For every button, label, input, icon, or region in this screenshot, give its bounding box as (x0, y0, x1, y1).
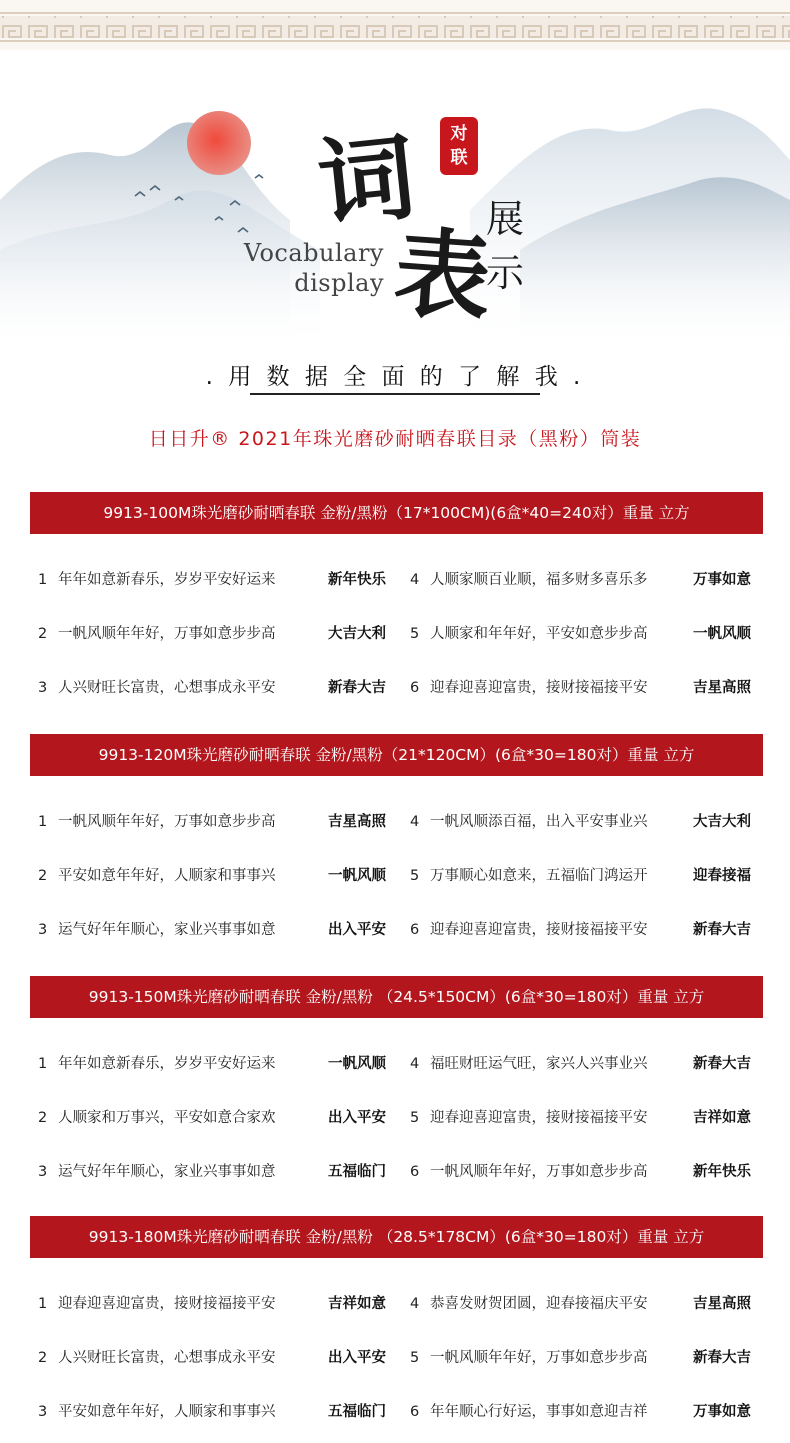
couplet-text: 一帆风顺添百福，出入平安事业兴 (430, 814, 648, 830)
entry-number: 3 (38, 1404, 48, 1420)
entry-number: 5 (410, 1350, 420, 1366)
couplet-text: 一帆风顺年年好，万事如意步步高 (58, 626, 276, 642)
section-header: 9913-180M珠光磨砂耐晒春联 金粉/黑粉 （28.5*178CM）(6盒*30=180对）重量 立方 (30, 1216, 763, 1258)
horizontal-scroll-word: 五福临门 (328, 1164, 386, 1180)
title-char-ci: 词 (313, 119, 421, 242)
entry-number: 3 (38, 680, 48, 696)
product-section (30, 492, 763, 696)
seal-char-2: 联 (450, 148, 468, 168)
english-title-line-2: display (294, 269, 384, 297)
horizontal-scroll-word: 五福临门 (328, 1404, 386, 1420)
horizontal-scroll-word: 出入平安 (328, 922, 386, 938)
couplet-entry (410, 918, 751, 939)
horizontal-scroll-word: 新春大吉 (328, 680, 386, 696)
couplet-entry (38, 568, 386, 589)
catalog-title: 日日升® 2021年珠光磨砂耐晒春联目录（黑粉）筒装 (148, 428, 642, 450)
entry-number: 4 (410, 572, 420, 588)
couplet-text: 运气好年年顺心，家业兴事事如意 (58, 922, 276, 938)
section-header: 9913-150M珠光磨砂耐晒春联 金粉/黑粉 （24.5*150CM）(6盒*30=180对）重量 立方 (30, 976, 763, 1018)
couplet-entry (410, 1346, 751, 1367)
couplet-entry (38, 1106, 386, 1127)
couplet-text: 年年如意新春乐，岁岁平安好运来 (58, 572, 276, 588)
side-char-zhan: 展 (486, 197, 525, 241)
horizontal-scroll-word: 新年快乐 (693, 1164, 751, 1180)
couplet-text: 迎春迎喜迎富贵，接财接福接平安 (430, 680, 648, 696)
couplet-entry (410, 568, 751, 589)
red-sun-icon (187, 111, 251, 175)
couplet-text: 年年顺心行好运，事事如意迎吉祥 (430, 1404, 648, 1420)
entry-number: 5 (410, 1110, 420, 1126)
couplet-entry (38, 676, 386, 697)
couplet-entry (410, 1160, 751, 1181)
couplet-entry (410, 810, 751, 831)
seal-char-1: 对 (450, 124, 468, 144)
couplet-text: 福旺财旺运气旺，家兴人兴事业兴 (430, 1056, 648, 1072)
couplet-entry (410, 1400, 751, 1421)
couplet-text: 万事顺心如意来，五福临门鸿运开 (430, 868, 648, 884)
entry-number: 3 (38, 1164, 48, 1180)
entry-number: 2 (38, 1350, 48, 1366)
couplet-entry (38, 1346, 386, 1367)
horizontal-scroll-word: 吉祥如意 (693, 1110, 751, 1126)
horizontal-scroll-word: 大吉大利 (328, 626, 386, 642)
entry-number: 3 (38, 922, 48, 938)
couplet-entry (38, 864, 386, 885)
couplet-text: 年年如意新春乐，岁岁平安好运来 (58, 1056, 276, 1072)
couplet-text: 平安如意年年好，人顺家和事事兴 (58, 1404, 276, 1420)
couplet-text: 人顺家顺百业顺，福多财多喜乐多 (430, 572, 648, 588)
subtitle-underline (250, 393, 540, 395)
product-section (30, 734, 763, 938)
entry-number: 1 (38, 1056, 48, 1072)
entry-number: 1 (38, 572, 48, 588)
horizontal-scroll-word: 吉星高照 (693, 680, 751, 696)
entry-number: 4 (410, 1296, 420, 1312)
horizontal-scroll-word: 迎春接福 (693, 868, 751, 884)
product-section (30, 976, 763, 1180)
couplet-text: 平安如意年年好，人顺家和事事兴 (58, 868, 276, 884)
entry-number: 4 (410, 814, 420, 830)
couplet-text: 一帆风顺年年好，万事如意步步高 (430, 1350, 648, 1366)
couplet-entry (38, 1400, 386, 1421)
couplet-text: 一帆风顺年年好，万事如意步步高 (58, 814, 276, 830)
horizontal-scroll-word: 一帆风顺 (693, 626, 751, 642)
horizontal-scroll-word: 大吉大利 (693, 814, 751, 830)
entry-number: 2 (38, 868, 48, 884)
entry-number: 4 (410, 1056, 420, 1072)
horizontal-scroll-word: 新春大吉 (693, 1056, 751, 1072)
subtitle: . 用 数 据 全 面 的 了 解 我 . (205, 364, 585, 390)
couplet-entry (38, 810, 386, 831)
title-char-biao: 表 (390, 215, 495, 336)
horizontal-scroll-word: 吉星高照 (693, 1296, 751, 1312)
couplet-text: 迎春迎喜迎富贵，接财接福接平安 (430, 1110, 648, 1126)
horizontal-scroll-word: 吉星高照 (328, 814, 386, 830)
horizontal-scroll-word: 出入平安 (328, 1110, 386, 1126)
entry-number: 6 (410, 680, 420, 696)
entry-number: 6 (410, 1164, 420, 1180)
couplet-text: 一帆风顺年年好，万事如意步步高 (430, 1164, 648, 1180)
couplet-entry (38, 1160, 386, 1181)
couplet-text: 人顺家和万事兴，平安如意合家欢 (58, 1110, 276, 1126)
entry-number: 5 (410, 868, 420, 884)
horizontal-scroll-word: 吉祥如意 (328, 1296, 386, 1312)
couplet-entry (38, 1292, 386, 1313)
couplet-text: 人顺家和年年好，平安如意步步高 (430, 626, 648, 642)
entry-number: 6 (410, 1404, 420, 1420)
horizontal-scroll-word: 新年快乐 (328, 572, 386, 588)
couplet-entry (410, 622, 751, 643)
entry-number: 1 (38, 814, 48, 830)
entry-number: 6 (410, 922, 420, 938)
couplet-text: 迎春迎喜迎富贵，接财接福接平安 (58, 1296, 276, 1312)
section-header: 9913-120M珠光磨砂耐晒春联 金粉/黑粉（21*120CM）(6盒*30=180对）重量 立方 (30, 734, 763, 776)
couplet-entry (410, 1292, 751, 1313)
couplet-entry (410, 676, 751, 697)
english-title (244, 238, 384, 298)
couplet-entry (410, 864, 751, 885)
couplet-entry (410, 1106, 751, 1127)
horizontal-scroll-word: 出入平安 (328, 1350, 386, 1366)
couplet-text: 恭喜发财贺团圆，迎春接福庆平安 (430, 1296, 648, 1312)
section-header: 9913-100M珠光磨砂耐晒春联 金粉/黑粉（17*100CM)(6盒*40=240对）重量 立方 (30, 492, 763, 534)
couplet-text: 人兴财旺长富贵，心想事成永平安 (58, 680, 276, 696)
horizontal-scroll-word: 万事如意 (693, 572, 751, 588)
couplet-entry (410, 1052, 751, 1073)
horizontal-scroll-word: 万事如意 (693, 1404, 751, 1420)
english-title-line-1: Vocabulary (243, 239, 384, 267)
couplet-text: 迎春迎喜迎富贵，接财接福接平安 (430, 922, 648, 938)
entry-number: 2 (38, 626, 48, 642)
horizontal-scroll-word: 一帆风顺 (328, 1056, 386, 1072)
couplet-entry (38, 1052, 386, 1073)
fret-pattern-border (0, 0, 790, 50)
side-char-shi: 示 (486, 251, 525, 295)
horizontal-scroll-word: 新春大吉 (693, 1350, 751, 1366)
horizontal-scroll-word: 新春大吉 (693, 922, 751, 938)
red-seal-stamp (440, 117, 478, 175)
entry-number: 5 (410, 626, 420, 642)
product-section (30, 1216, 763, 1420)
entry-number: 2 (38, 1110, 48, 1126)
couplet-entry (38, 918, 386, 939)
horizontal-scroll-word: 一帆风顺 (328, 868, 386, 884)
couplet-entry (38, 622, 386, 643)
entry-number: 1 (38, 1296, 48, 1312)
couplet-text: 人兴财旺长富贵，心想事成永平安 (58, 1350, 276, 1366)
couplet-text: 运气好年年顺心，家业兴事事如意 (58, 1164, 276, 1180)
